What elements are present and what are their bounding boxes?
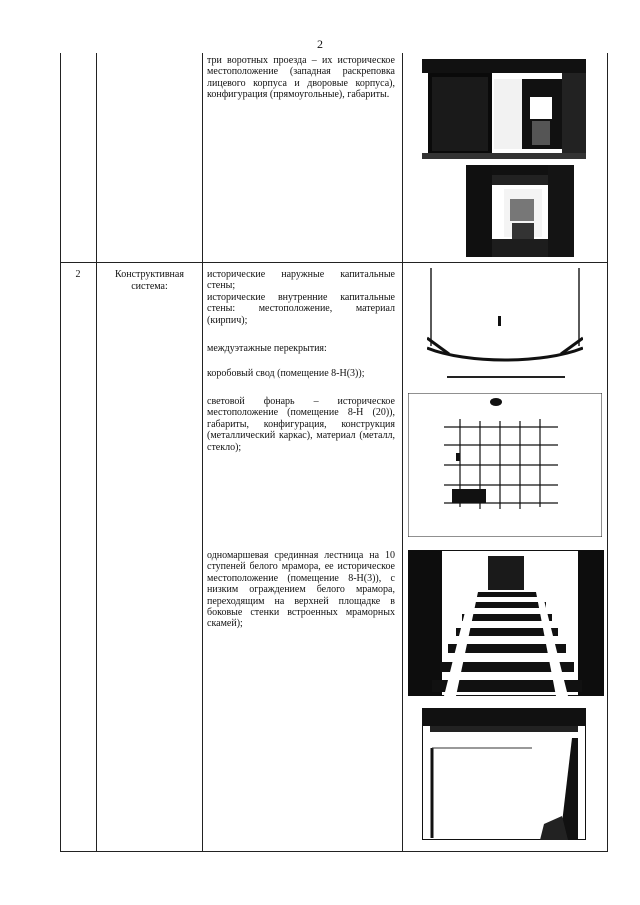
element-name: Конструктивная система: [115, 269, 184, 292]
description-paragraph: коробовый свод (помещение 8-Н(3)); [207, 368, 365, 379]
gate-passage-photo-icon [422, 59, 586, 159]
room-corner-photo-icon [422, 708, 586, 840]
table-border-bottom [60, 851, 608, 852]
table-border-left [60, 53, 61, 852]
column-divider [402, 53, 403, 852]
page-number: 2 [317, 37, 323, 51]
vault-ceiling-photo-icon [427, 266, 583, 384]
heritage-table [60, 53, 608, 852]
description-paragraph: одномаршевая срединная лестница на 10 ступеней белого мрамора, ее историческое местоположение (помещение 8-Н(3)), с низким ограждением белого мрамора, переходящим на верхней площадке в боковые стенки встроенных мраморных скамей); [207, 550, 395, 630]
row-divider [60, 262, 608, 263]
description-paragraph: три воротных проезда – их историческое местоположение (западная раскреповка лицевого корпуса и дворовые корпуса), конфигурация (прямоугольные), габариты. [207, 55, 395, 101]
description-paragraph: междуэтажные перекрытия: [207, 343, 327, 354]
description-paragraph: исторические внутренние капитальные стены: местоположение, материал (кирпич); [207, 292, 395, 326]
description-paragraph: исторические наружные капитальные стены; [207, 269, 395, 292]
column-divider [96, 53, 97, 852]
skylight-grid-photo-icon [408, 393, 602, 537]
table-border-right [607, 53, 608, 852]
description-paragraph: световой фонарь – историческое местоположение (помещение 8-Н (20)), габариты, конфигурация, конструкция (металлический каркас), материал (металл, стекло); [207, 396, 395, 453]
column-divider [202, 53, 203, 852]
gate-passage-photo-icon [466, 165, 574, 257]
row-number: 2 [75, 269, 81, 280]
marble-staircase-photo-icon [408, 550, 604, 696]
